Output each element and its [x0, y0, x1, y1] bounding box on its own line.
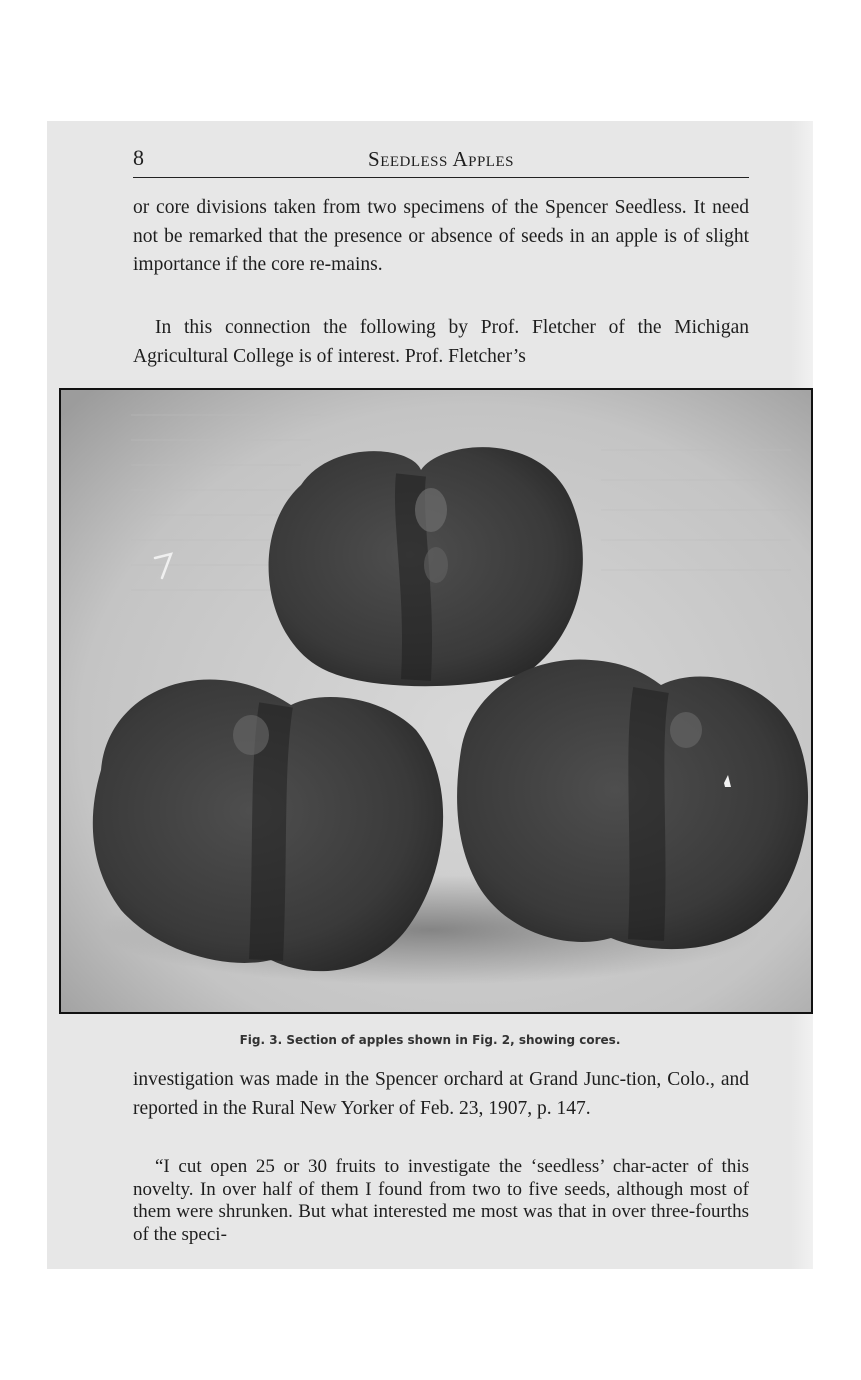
paragraph-2: In this connection the following by Prof. Fletcher of the Michigan Agricultural College is of interest. Prof. Fletcher’s [133, 317, 749, 367]
page-number: 8 [133, 145, 144, 170]
quotation-paragraph: “I cut open 25 or 30 fruits to investigate the ‘seedless’ char-acter of this novelty. In over half of them I found from two to five seeds, although most of them were shrunken. But what interested me most was that in over three-fourths of the speci- [133, 1156, 749, 1245]
book-page [47, 121, 813, 1269]
page-header [133, 143, 749, 178]
figure-caption: Fig. 3. Section of apples shown in Fig. 2, showing cores. [239, 1033, 621, 1047]
paragraph-1: or core divisions taken from two specimens of the Spencer Seedless. It need not be remarked that the presence or absence of seeds in an apple is of slight importance if the core re-mains. [133, 197, 749, 275]
paragraph-3: investigation was made in the Spencer orchard at Grand Junc-tion, Colo., and reported in the Rural New Yorker of Feb. 23, 1907, p. 147. [133, 1069, 749, 1119]
apple-right [457, 660, 808, 950]
apple-cross-section-photo [59, 388, 813, 1014]
apple-left [93, 680, 443, 972]
running-title: Seedless Apples [368, 147, 514, 171]
apple-top [269, 447, 583, 686]
apple-photo-illustration [61, 390, 811, 1012]
